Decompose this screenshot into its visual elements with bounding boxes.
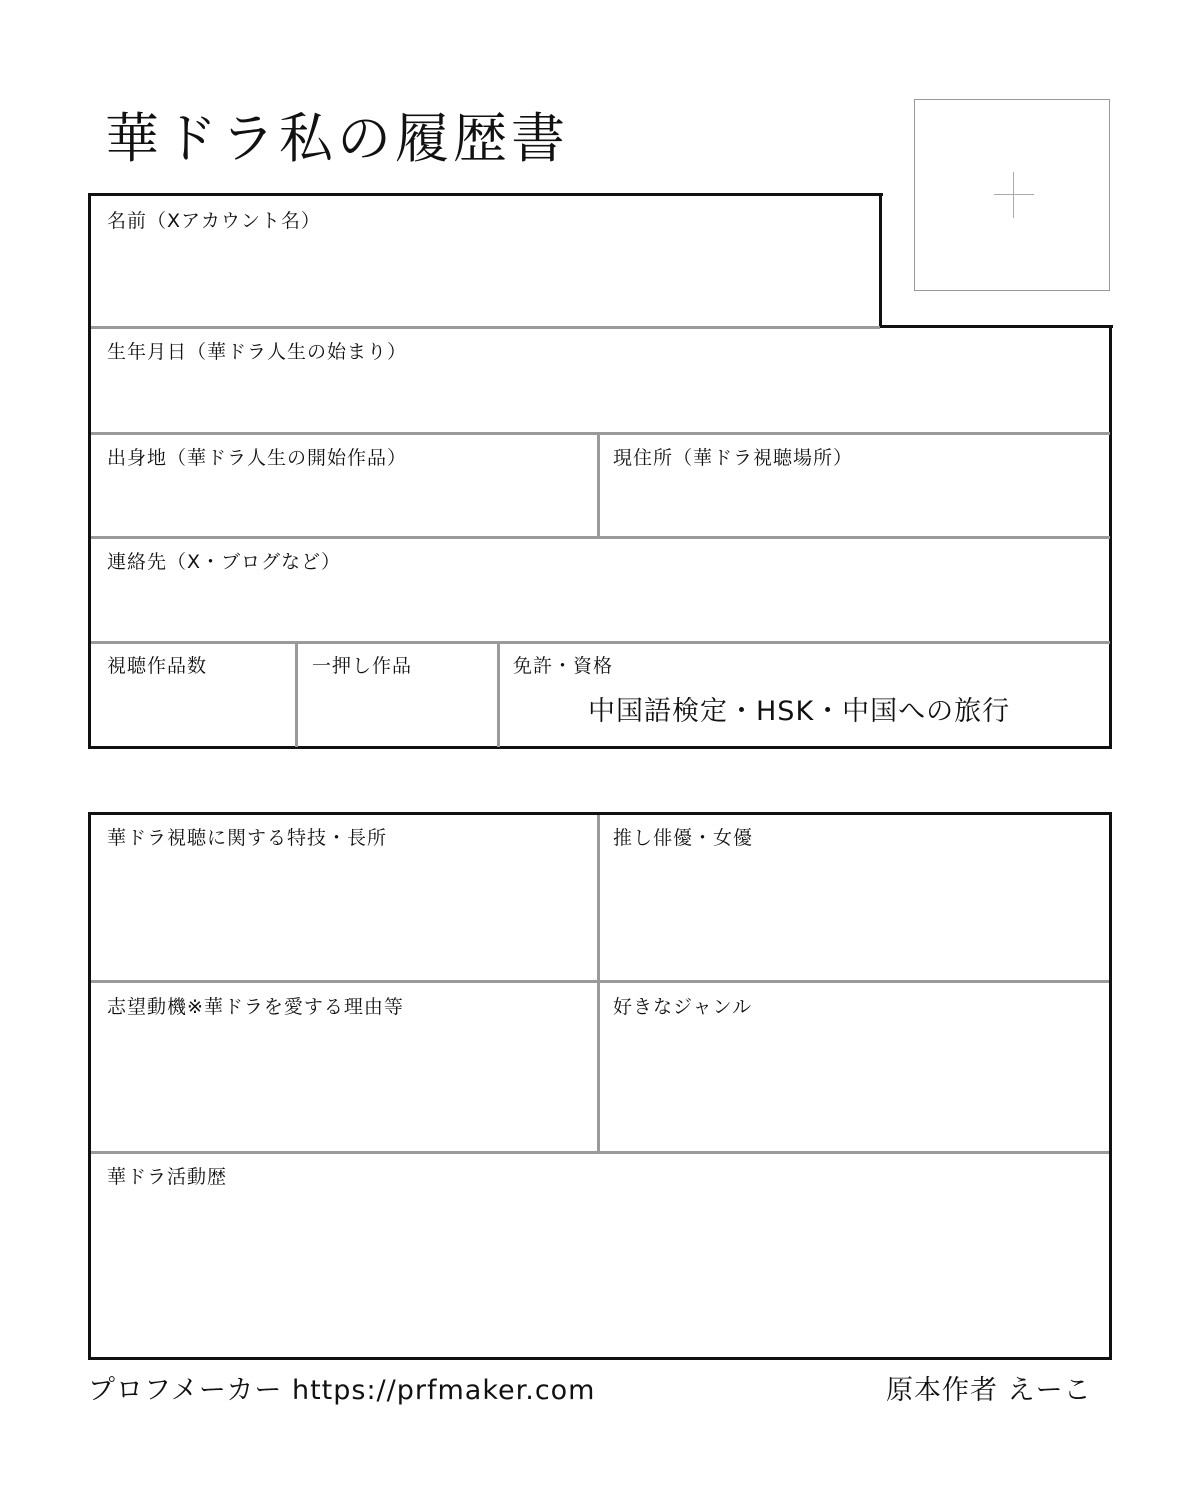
birthday-label: 生年月日（華ドラ人生の始まり） xyxy=(107,341,408,363)
genre-label: 好きなジャンル xyxy=(613,996,753,1018)
skills-field[interactable] xyxy=(91,856,596,978)
hometown-field[interactable] xyxy=(91,476,596,535)
favorite-work-field[interactable] xyxy=(298,684,496,745)
contact-field[interactable] xyxy=(91,580,1109,640)
name-field[interactable] xyxy=(91,240,879,324)
activity-field[interactable] xyxy=(91,1195,1109,1355)
favorite-work-label: 一押し作品 xyxy=(312,655,413,677)
contact-label: 連絡先（X・ブログなど） xyxy=(107,551,342,573)
genre-field[interactable] xyxy=(600,1025,1109,1149)
watch-count-label: 視聴作品数 xyxy=(107,655,208,677)
plus-icon xyxy=(994,172,1034,218)
hometown-label: 出身地（華ドラ人生の開始作品） xyxy=(107,447,408,469)
photo-upload-box[interactable] xyxy=(914,99,1110,291)
residence-label: 現住所（華ドラ視聴場所） xyxy=(613,447,854,469)
page-title: 華ドラ私の履歴書 xyxy=(105,107,569,170)
actors-field[interactable] xyxy=(600,856,1109,978)
author-credit: 原本作者 えーこ xyxy=(886,1375,1092,1406)
birthday-field[interactable] xyxy=(91,370,1109,430)
motivation-label: 志望動機※華ドラを愛する理由等 xyxy=(107,996,404,1018)
license-value[interactable]: 中国語検定・HSK・中国への旅行 xyxy=(588,696,1011,727)
maker-credit[interactable]: プロフメーカー https://prfmaker.com xyxy=(88,1375,596,1406)
skills-label: 華ドラ視聴に関する特技・長所 xyxy=(107,827,388,849)
activity-label: 華ドラ活動歴 xyxy=(107,1166,228,1188)
residence-field[interactable] xyxy=(600,476,1109,535)
name-label: 名前（Xアカウント名） xyxy=(107,210,321,232)
license-label: 免許・資格 xyxy=(513,655,614,677)
motivation-field[interactable] xyxy=(91,1025,596,1149)
watch-count-field[interactable] xyxy=(91,684,294,745)
actors-label: 推し俳優・女優 xyxy=(613,827,754,849)
